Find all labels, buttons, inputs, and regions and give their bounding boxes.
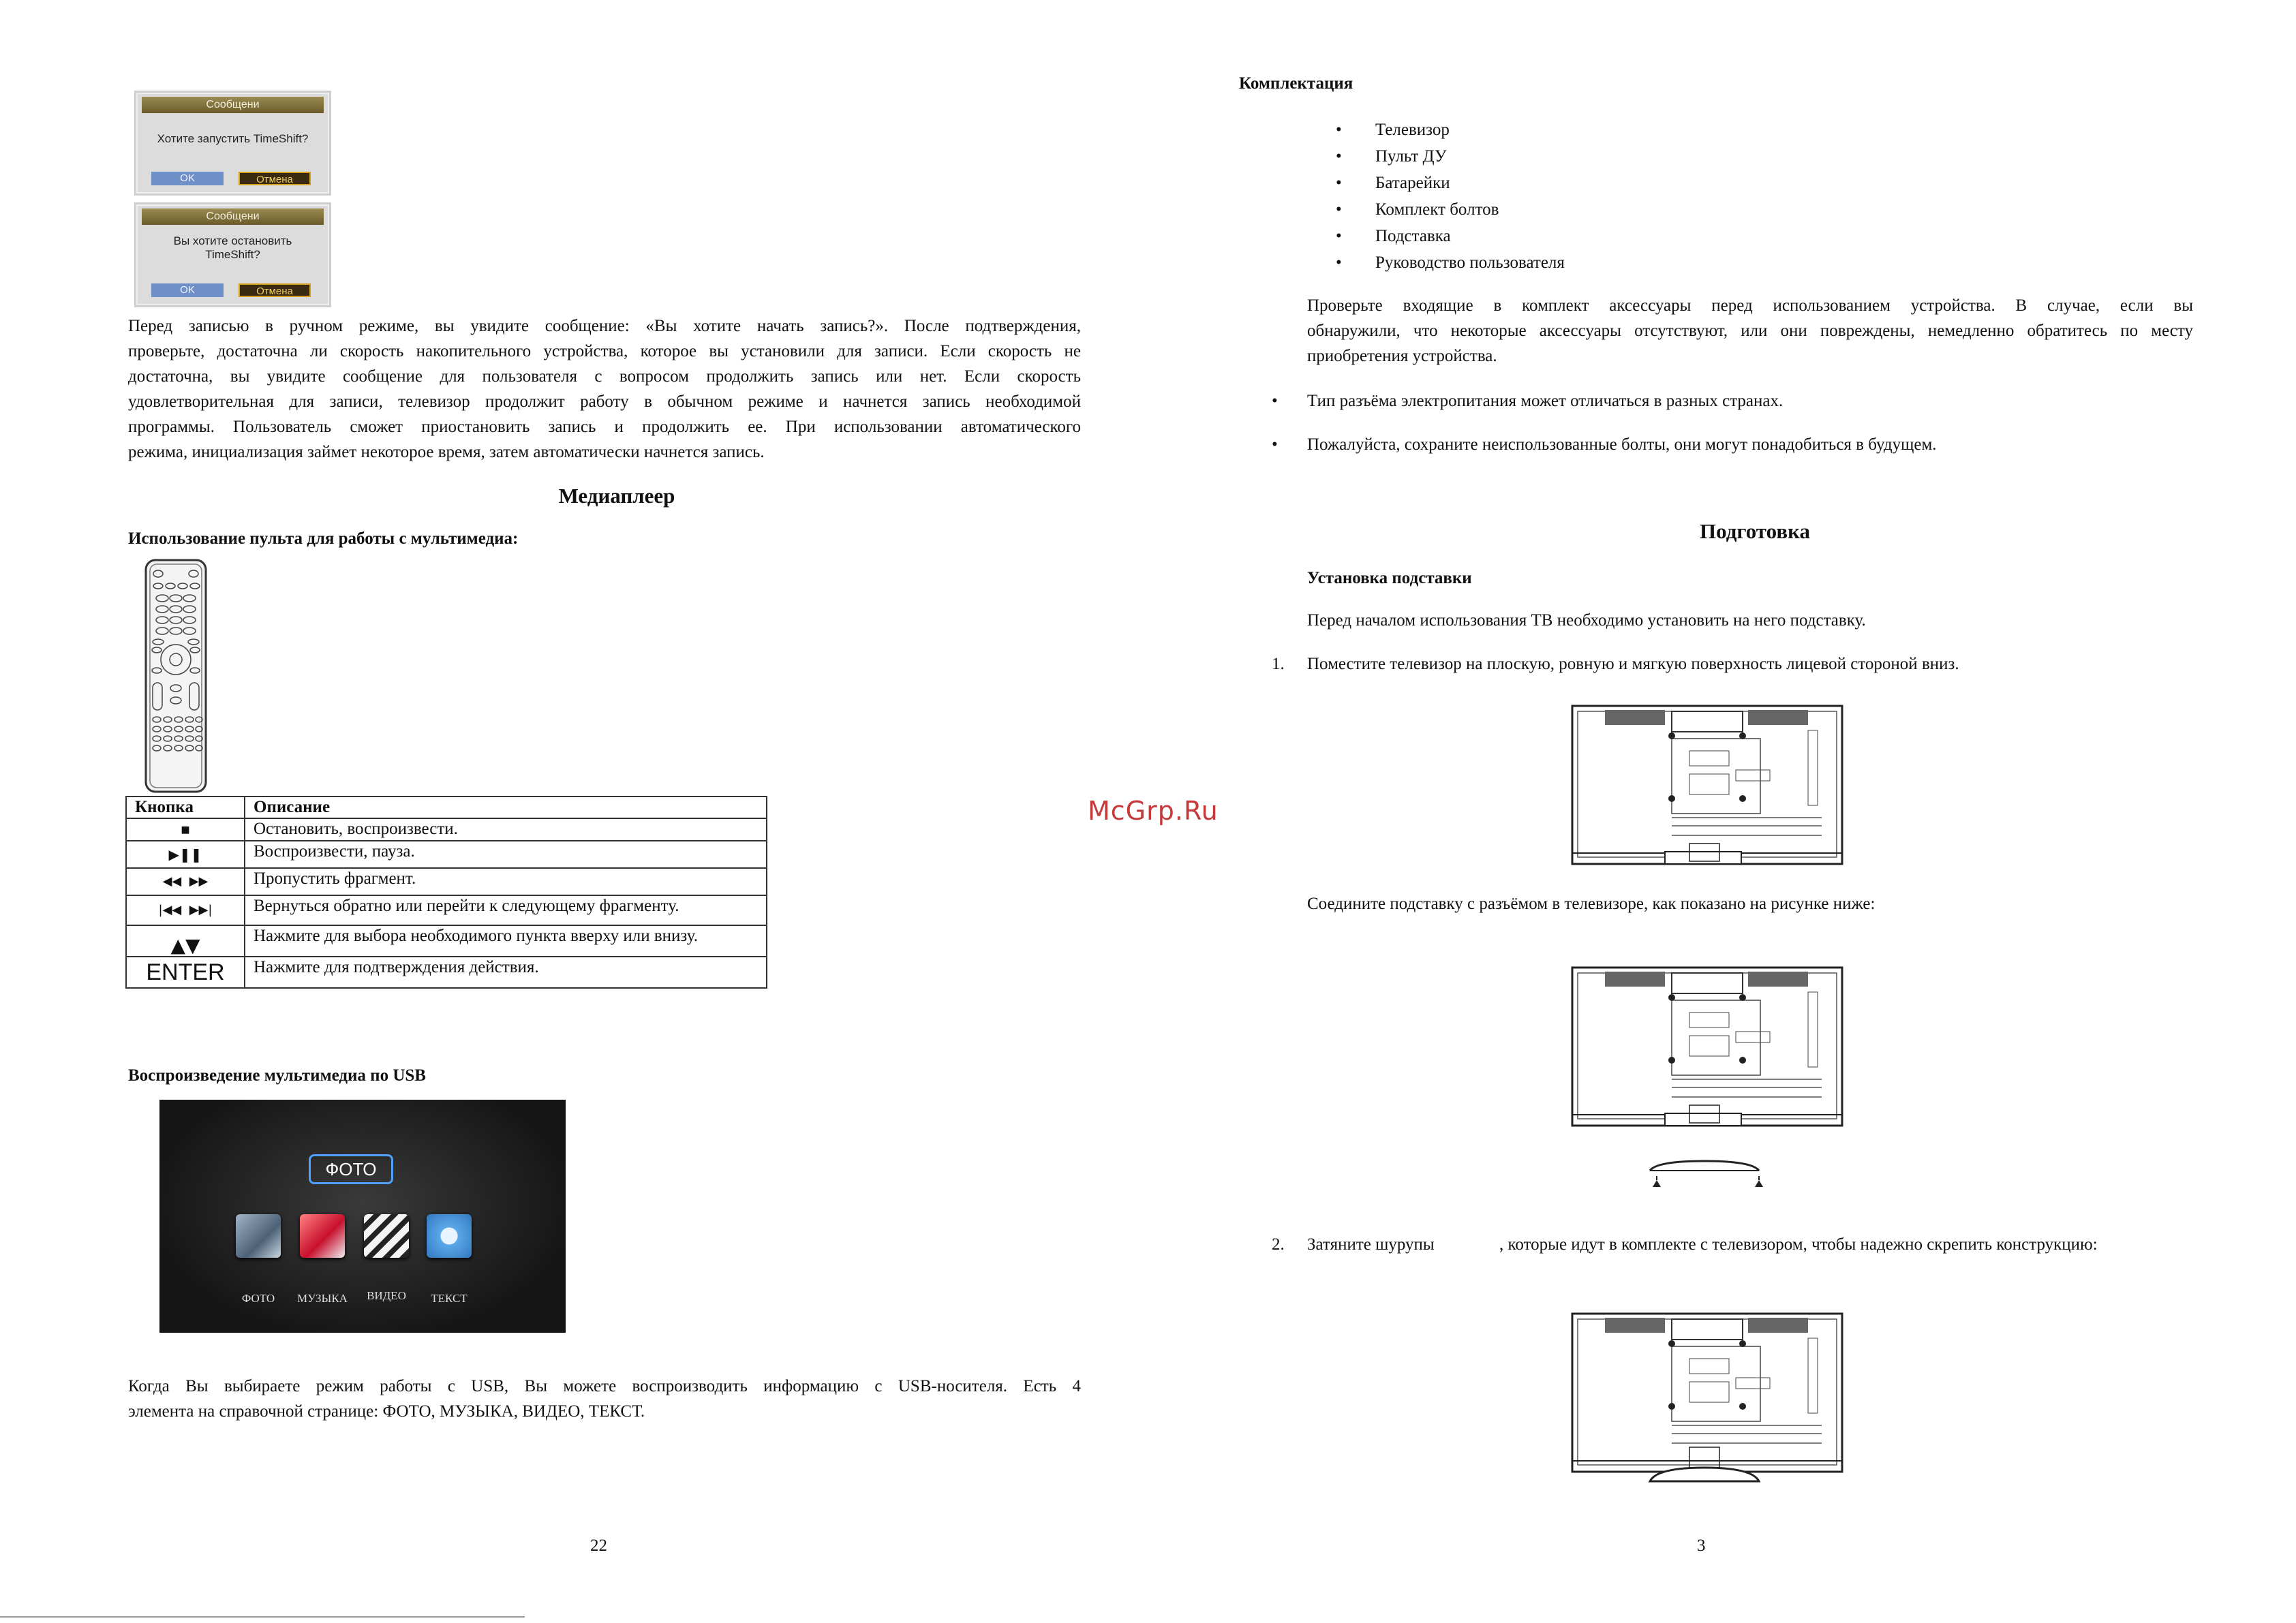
row-description: Пропустить фрагмент. <box>245 868 767 895</box>
play-pause-key-icon: ▶❚❚ <box>126 841 245 868</box>
page-edge-line <box>0 1616 525 1618</box>
usb-media-menu-screenshot <box>159 1100 566 1333</box>
watermark-logo: McGrp.Ru <box>1088 796 1219 826</box>
tv-rear-illustration-1 <box>1570 703 1845 867</box>
table-header-row <box>126 797 767 818</box>
record-line-6: режима, инициализация займет некоторое время, затем автоматически начнется запись. <box>128 443 765 461</box>
dialog-ok-button: OK <box>151 283 224 297</box>
music-icon <box>300 1214 345 1258</box>
row-description: Вернуться обратно или перейти к следующему фрагменту. <box>245 895 767 925</box>
timeshift-stop-dialog <box>134 202 331 307</box>
stand-install-subheading: Установка подставки <box>1307 569 1472 587</box>
row-description: Остановить, воспроизвести. <box>245 818 767 841</box>
table-row <box>126 895 767 925</box>
dialog-title: Сообщени <box>142 97 324 113</box>
record-line-2: проверьте, достаточна ли скорость накопительного устройства, которое вы установили для записи. Если скорость не <box>128 342 1081 360</box>
usb-paragraph <box>128 1374 1081 1424</box>
step-2-text-b: , которые идут в комплекте с телевизором, чтобы надежно скрепить конструкцию: <box>1499 1235 2098 1254</box>
table-row <box>126 818 767 841</box>
column-header-description: Описание <box>245 797 767 818</box>
record-line-5: программы. Пользователь сможет приостановить запись и продолжить ее. При использовании автоматического <box>128 418 1081 436</box>
list-item: • Руководство пользователя <box>1336 253 1565 272</box>
dialog-message: Хотите запустить TimeShift? <box>157 132 309 145</box>
remote-usage-subheading: Использование пульта для работы с мультимедиа: <box>128 529 519 548</box>
usb-line-2: элемента на справочной странице: ФОТО, МУЗЫКА, ВИДЕО, ТЕКСТ. <box>128 1402 645 1421</box>
dialog-cancel-button: Отмена <box>239 172 311 185</box>
dialog-message-line-1: Вы хотите остановить <box>173 234 292 247</box>
record-paragraph <box>128 313 1081 465</box>
up-down-key-icon: ▲▼ <box>126 925 245 957</box>
row-description: Воспроизвести, пауза. <box>245 841 767 868</box>
usb-line-1: Когда Вы выбираете режим работы с USB, Вы можете воспроизводить информацию с USB-носителя. Есть 4 <box>128 1377 1081 1395</box>
usb-playback-subheading: Воспроизведение мультимедиа по USB <box>128 1066 426 1085</box>
record-line-4: удовлетворительная для записи, телевизор продолжит работу в обычном режиме и начнется запись необходимой <box>128 392 1081 411</box>
video-icon <box>364 1214 409 1258</box>
step-2-text-a: Затяните шурупы <box>1307 1235 1435 1254</box>
dialog-ok-button: OK <box>151 172 224 185</box>
check-line-1: Проверьте входящие в комплект аксессуары перед использованием устройства. В случае, если вы <box>1307 296 2193 315</box>
timeshift-start-dialog <box>134 91 331 196</box>
text-icon <box>427 1214 472 1258</box>
stand-paragraph: Перед началом использования ТВ необходимо установить на него подставку. <box>1307 611 1866 630</box>
enter-key-label: ENTER <box>126 957 245 988</box>
media-label-text: ТЕКСТ <box>431 1292 468 1305</box>
list-item: • Подставка <box>1336 227 1451 245</box>
step-1-number: 1. <box>1272 655 1285 673</box>
page-number-right: 3 <box>1697 1536 1706 1555</box>
list-item: • Телевизор <box>1336 121 1450 139</box>
media-player-heading: Медиаплеер <box>558 484 675 508</box>
check-paragraph <box>1307 293 2193 369</box>
selected-category-label: ФОТО <box>309 1154 393 1184</box>
power-note: Тип разъёма электропитания может отличаться в разных странах. <box>1307 392 1784 410</box>
kit-list <box>1336 117 1565 277</box>
step-2-number: 2. <box>1272 1235 1285 1254</box>
kit-heading: Комплектация <box>1239 74 1353 93</box>
bullet-marker: • <box>1272 392 1278 410</box>
tv-rear-illustration-3 <box>1570 1311 1845 1492</box>
connect-paragraph: Соедините подставку с разъёмом в телевизоре, как показано на рисунке ниже: <box>1307 895 1876 913</box>
media-label-music: МУЗЫКА <box>297 1292 348 1305</box>
list-item: • Комплект болтов <box>1336 200 1499 219</box>
check-line-2: обнаружили, что некоторые аксессуары отсутствуют, или они повреждены, немедленно обратитесь по месту <box>1307 322 2193 340</box>
list-item: • Батарейки <box>1336 174 1450 192</box>
preparation-heading: Подготовка <box>1700 519 1810 543</box>
step-1-text: Поместите телевизор на плоскую, ровную и мягкую поверхность лицевой стороной вниз. <box>1307 655 1959 673</box>
media-label-video: ВИДЕО <box>367 1289 406 1302</box>
check-line-3: приобретения устройства. <box>1307 347 1497 365</box>
bolts-note: Пожалуйста, сохраните неиспользованные болты, они могут понадобиться в будущем. <box>1307 435 1937 454</box>
stop-key-icon: ■ <box>126 818 245 841</box>
list-item: • Пульт ДУ <box>1336 147 1447 166</box>
photo-icon <box>236 1214 281 1258</box>
tv-rear-illustration-2 <box>1570 965 1845 1190</box>
bullet-marker: • <box>1272 435 1278 454</box>
column-header-key: Кнопка <box>126 797 245 818</box>
page-number-left: 22 <box>590 1536 607 1555</box>
dialog-title: Сообщени <box>142 208 324 225</box>
record-line-3: достаточна, вы увидите сообщение для пользователя с вопросом продолжить запись или нет. Если скорость <box>128 367 1081 386</box>
table-row <box>126 925 767 957</box>
table-row <box>126 957 767 988</box>
table-row <box>126 868 767 895</box>
remote-control-illustration <box>142 557 210 794</box>
table-row <box>126 841 767 868</box>
dialog-message-line-2: TimeShift? <box>205 248 260 261</box>
previous-next-key-icon: |◀◀ ▶▶| <box>126 895 245 925</box>
remote-keys-table <box>125 796 767 989</box>
row-description: Нажмите для выбора необходимого пункта вверху или внизу. <box>245 925 767 957</box>
media-label-photo: ФОТО <box>241 1292 275 1305</box>
dialog-cancel-button: Отмена <box>239 283 311 297</box>
row-description: Нажмите для подтверждения действия. <box>245 957 767 988</box>
rewind-forward-key-icon: ◀◀ ▶▶ <box>126 868 245 895</box>
record-line-1: Перед записью в ручном режиме, вы увидите сообщение: «Вы хотите начать запись?». После подтверждения, <box>128 317 1081 335</box>
